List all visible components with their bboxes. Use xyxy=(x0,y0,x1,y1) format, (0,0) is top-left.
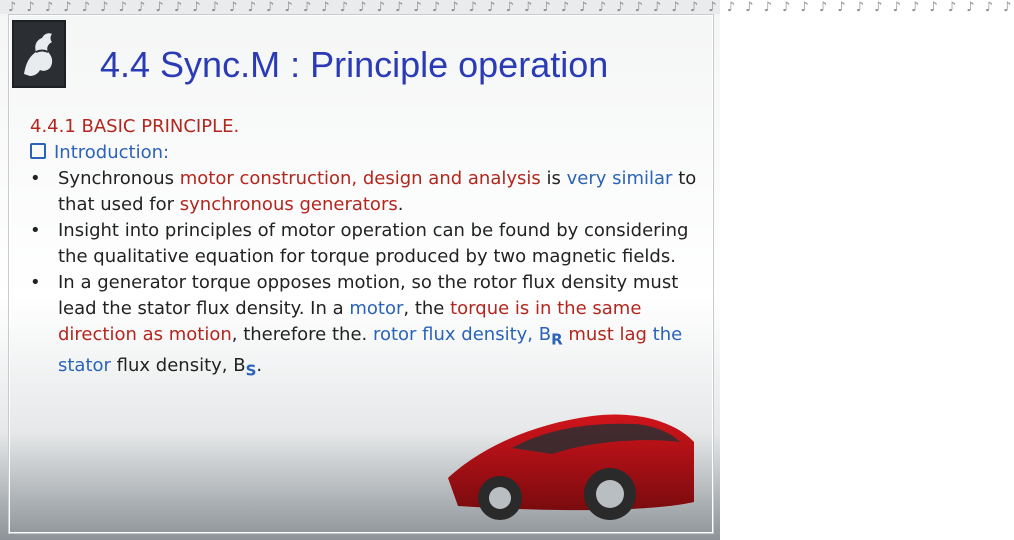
bullet-dot-icon: • xyxy=(30,168,41,189)
bullet-text xyxy=(30,218,700,270)
text-segment: . xyxy=(397,194,404,215)
red-sports-car-image xyxy=(440,352,696,524)
text-segment: flux density, B xyxy=(110,354,246,376)
subscript: S xyxy=(245,361,257,380)
prancing-horse-icon xyxy=(12,20,66,88)
section-heading: 4.4.1 BASIC PRINCIPLE. xyxy=(30,116,240,137)
text-segment: , the xyxy=(403,298,451,319)
bullet-item xyxy=(30,166,700,218)
text-segment: , therefore the. xyxy=(231,324,373,345)
text-segment: Insight into principles of motor operation can be found by considering the qualitative equation for torque produced by two magnetic fields. xyxy=(58,220,689,267)
bullet-list xyxy=(30,166,700,383)
intro-line xyxy=(30,140,700,166)
text-segment: In a generator torque opposes motion, so the rotor flux density must lead the stator flux density. In a xyxy=(58,272,679,319)
subscript: R xyxy=(551,330,563,349)
bullet-dot-icon: • xyxy=(30,220,41,241)
bullet-item xyxy=(30,218,700,270)
bullet-text xyxy=(30,166,700,218)
slide-content xyxy=(30,114,700,383)
top-border-decoration: ♪ ♪ ♪ ♪ ♪ ♪ ♪ ♪ ♪ ♪ ♪ ♪ ♪ ♪ ♪ ♪ ♪ ♪ ♪ ♪ ♪ ♪ ♪ ♪ ♪ ♪ ♪ ♪ ♪ ♪ ♪ ♪ ♪ ♪ ♪ ♪ ♪ ♪ ♪ ♪ ♪ ♪ ♪ ♪ ♪ ♪ ♪ ♪ ♪ ♪ ♪ ♪ ♪ ♪ ♪ xyxy=(8,0,1014,15)
text-segment: Synchronous xyxy=(58,168,180,189)
text-segment: rotor flux density, B xyxy=(372,324,552,345)
text-segment: to that used for xyxy=(58,168,697,215)
text-segment: the stator xyxy=(58,324,683,376)
text-segment: is xyxy=(540,168,567,189)
text-segment: motor xyxy=(349,298,404,319)
intro-label: Introduction: xyxy=(54,142,170,163)
text-segment: torque is in the same direction as motion xyxy=(58,298,642,345)
text-segment: very similar xyxy=(566,168,673,189)
checkbox-bullet-icon xyxy=(30,143,46,159)
slide-title: 4.4 Sync.M : Principle operation xyxy=(100,44,609,85)
text-segment: must lag xyxy=(562,324,647,345)
text-segment: synchronous generators xyxy=(179,194,398,215)
text-segment: . xyxy=(256,354,263,376)
text-segment: motor construction, design and analysis xyxy=(179,168,541,189)
bullet-dot-icon: • xyxy=(30,272,41,293)
